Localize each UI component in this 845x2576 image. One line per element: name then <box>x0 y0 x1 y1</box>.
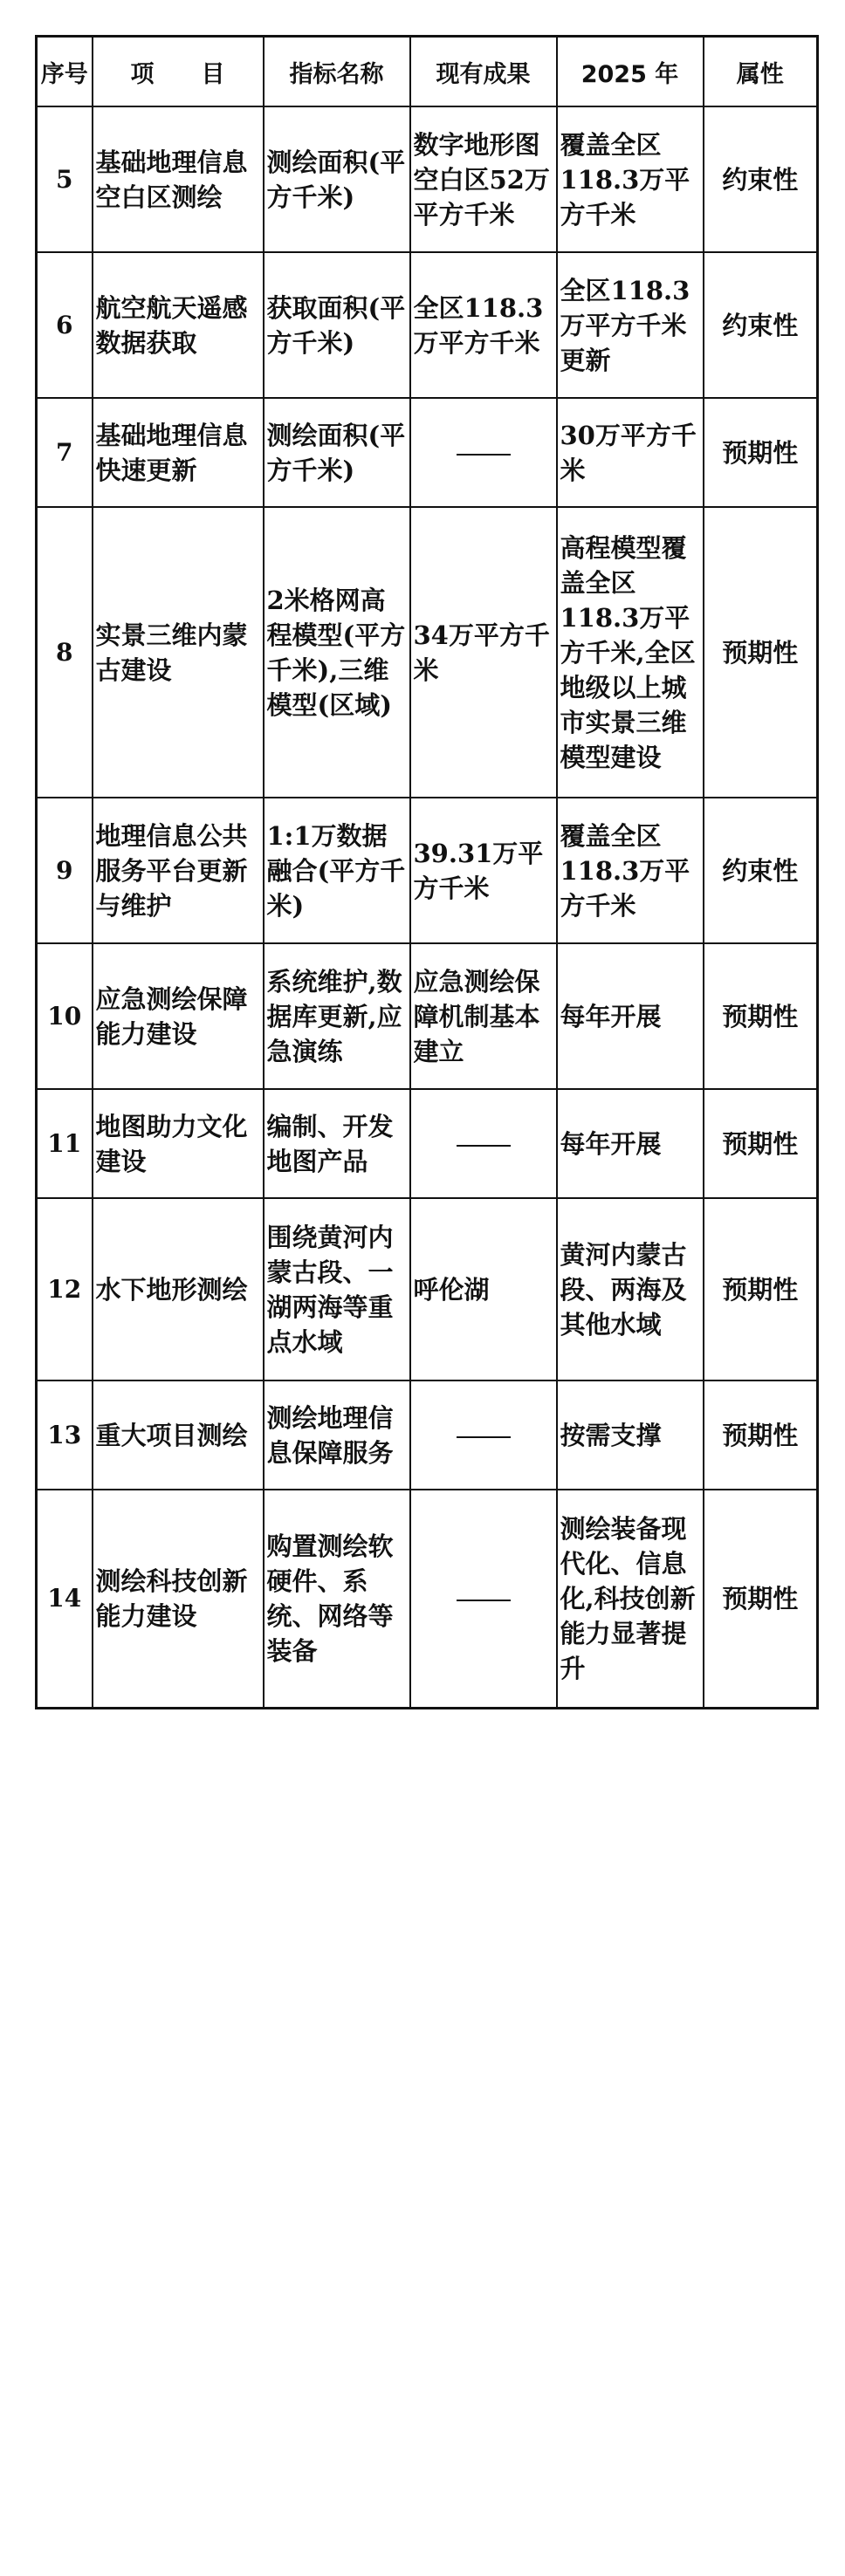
row-target-2025: 每年开展 <box>557 1089 704 1198</box>
table-row <box>37 252 818 398</box>
row-item: 应急测绘保障能力建设 <box>93 943 264 1089</box>
row-indicator: 测绘面积(平方千米) <box>264 106 410 252</box>
row-attribute: 约束性 <box>704 106 818 252</box>
row-item: 航空航天遥感数据获取 <box>93 252 264 398</box>
row-item: 重大项目测绘 <box>93 1380 264 1490</box>
row-indicator: 围绕黄河内蒙古段、一湖两海等重点水域 <box>264 1198 410 1380</box>
row-target-2025: 高程模型覆盖全区118.3万平方千米,全区地级以上城市实景三维模型建设 <box>557 507 704 798</box>
row-item: 基础地理信息快速更新 <box>93 398 264 507</box>
table-row <box>37 507 818 798</box>
row-indicator: 测绘地理信息保障服务 <box>264 1380 410 1490</box>
empty-dash <box>457 1145 511 1147</box>
row-target-2025: 覆盖全区118.3万平方千米 <box>557 106 704 252</box>
row-item: 地理信息公共服务平台更新与维护 <box>93 798 264 943</box>
table-row <box>37 1198 818 1380</box>
row-item: 测绘科技创新能力建设 <box>93 1490 264 1708</box>
row-item: 地图助力文化建设 <box>93 1089 264 1198</box>
row-no: 6 <box>37 252 93 398</box>
row-target-2025: 30万平方千米 <box>557 398 704 507</box>
row-no: 12 <box>37 1198 93 1380</box>
row-no: 5 <box>37 106 93 252</box>
row-attribute: 预期性 <box>704 1198 818 1380</box>
row-attribute: 预期性 <box>704 507 818 798</box>
header-item: 项 目 <box>93 37 264 107</box>
row-no: 9 <box>37 798 93 943</box>
row-current <box>410 1380 557 1490</box>
empty-dash <box>457 1436 511 1438</box>
row-no: 13 <box>37 1380 93 1490</box>
row-indicator: 获取面积(平方千米) <box>264 252 410 398</box>
table-row <box>37 398 818 507</box>
header-no: 序号 <box>37 37 93 107</box>
row-attribute: 预期性 <box>704 1490 818 1708</box>
row-attribute: 约束性 <box>704 252 818 398</box>
row-indicator: 2米格网高程模型(平方千米),三维模型(区域) <box>264 507 410 798</box>
row-no: 8 <box>37 507 93 798</box>
row-indicator: 系统维护,数据库更新,应急演练 <box>264 943 410 1089</box>
row-current: 全区118.3万平方千米 <box>410 252 557 398</box>
row-target-2025: 黄河内蒙古段、两海及其他水域 <box>557 1198 704 1380</box>
row-current <box>410 1089 557 1198</box>
row-indicator: 编制、开发地图产品 <box>264 1089 410 1198</box>
row-target-2025: 测绘装备现代化、信息化,科技创新能力显著提升 <box>557 1490 704 1708</box>
row-item: 实景三维内蒙古建设 <box>93 507 264 798</box>
row-current: 呼伦湖 <box>410 1198 557 1380</box>
empty-dash <box>457 454 511 456</box>
table-row <box>37 1089 818 1198</box>
indicator-table-container <box>35 35 816 1709</box>
empty-dash <box>457 1600 511 1601</box>
row-target-2025: 每年开展 <box>557 943 704 1089</box>
row-indicator: 1:1万数据融合(平方千米) <box>264 798 410 943</box>
table-header-row <box>37 37 818 107</box>
row-no: 7 <box>37 398 93 507</box>
indicator-table <box>35 35 819 1709</box>
header-indicator: 指标名称 <box>264 37 410 107</box>
row-item: 水下地形测绘 <box>93 1198 264 1380</box>
row-current: 39.31万平方千米 <box>410 798 557 943</box>
row-no: 11 <box>37 1089 93 1198</box>
row-target-2025: 全区118.3万平方千米更新 <box>557 252 704 398</box>
table-row <box>37 943 818 1089</box>
row-current <box>410 398 557 507</box>
row-attribute: 预期性 <box>704 1380 818 1490</box>
row-attribute: 预期性 <box>704 943 818 1089</box>
row-attribute: 约束性 <box>704 798 818 943</box>
row-current: 数字地形图空白区52万平方千米 <box>410 106 557 252</box>
row-current: 34万平方千米 <box>410 507 557 798</box>
row-item: 基础地理信息空白区测绘 <box>93 106 264 252</box>
row-no: 10 <box>37 943 93 1089</box>
table-row <box>37 106 818 252</box>
row-indicator: 测绘面积(平方千米) <box>264 398 410 507</box>
row-attribute: 预期性 <box>704 1089 818 1198</box>
row-target-2025: 按需支撑 <box>557 1380 704 1490</box>
row-current: 应急测绘保障机制基本建立 <box>410 943 557 1089</box>
table-row <box>37 1380 818 1490</box>
row-indicator: 购置测绘软硬件、系统、网络等装备 <box>264 1490 410 1708</box>
header-current: 现有成果 <box>410 37 557 107</box>
row-current <box>410 1490 557 1708</box>
header-attribute: 属性 <box>704 37 818 107</box>
row-attribute: 预期性 <box>704 398 818 507</box>
header-2025: 2025 年 <box>557 37 704 107</box>
table-row <box>37 1490 818 1708</box>
row-no: 14 <box>37 1490 93 1708</box>
table-row <box>37 798 818 943</box>
row-target-2025: 覆盖全区118.3万平方千米 <box>557 798 704 943</box>
